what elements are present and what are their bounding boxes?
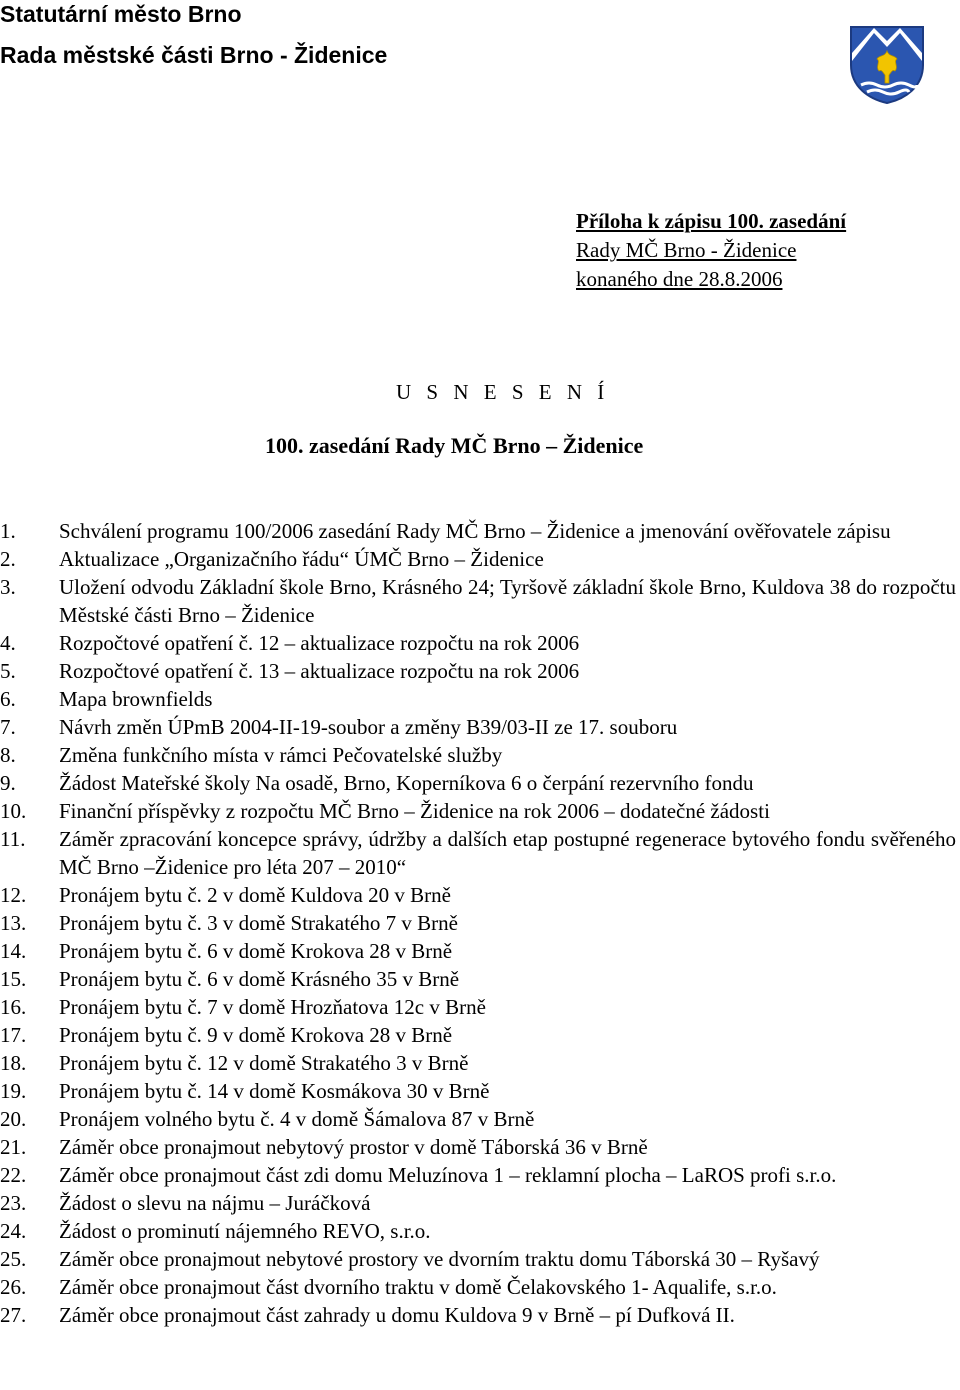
agenda-item-text: Rozpočtové opatření č. 13 – aktualizace rozpočtu na rok 2006 [59,659,580,683]
agenda-item [0,1189,960,1217]
agenda-item-number: 19. [0,1079,27,1103]
agenda-item-number: 3. [0,575,16,599]
agenda-item-text: Mapa brownfields [59,687,213,711]
agenda-item [0,825,960,881]
agenda-item-number: 15. [0,967,27,991]
agenda-item-number: 12. [0,883,27,907]
agenda-item-text: Žádost o prominutí nájemného REVO, s.r.o. [59,1219,431,1243]
agenda-item-text: Záměr obce pronajmout nebytový prostor v domě Táborská 36 v Brně [59,1135,648,1159]
agenda-list [0,517,960,1329]
agenda-item-number: 7. [0,715,16,739]
agenda-item [0,1245,960,1273]
agenda-item [0,1273,960,1301]
agenda-item-text: Záměr obce pronajmout část zdi domu Meluzínova 1 – reklamní plocha – LaROS profi s.r.o. [59,1163,837,1187]
agenda-item [0,545,960,573]
document-title: U S N E S E N Í [396,380,610,404]
agenda-item-number: 16. [0,995,27,1019]
agenda-item [0,1077,960,1105]
agenda-item [0,937,960,965]
agenda-item-text: Pronájem bytu č. 2 v domě Kuldova 20 v Brně [59,883,451,907]
agenda-item-text: Schválení programu 100/2006 zasedání Rady MČ Brno – Židenice a jmenování ověřovatele zápisu [59,519,891,543]
agenda-item-number: 14. [0,939,27,963]
agenda-item-number: 6. [0,687,16,711]
agenda-item-number: 11. [0,827,26,851]
agenda-item-number: 5. [0,659,16,683]
agenda-item-text: Rozpočtové opatření č. 12 – aktualizace rozpočtu na rok 2006 [59,631,580,655]
agenda-item-number: 18. [0,1051,27,1075]
agenda-item-text: Pronájem bytu č. 7 v domě Hrozňatova 12c v Brně [59,995,486,1019]
agenda-item-number: 4. [0,631,16,655]
agenda-item [0,1161,960,1189]
agenda-item [0,993,960,1021]
agenda-item-text: Záměr obce pronajmout část dvorního traktu v domě Čelakovského 1- Aqualife, s.r.o. [59,1275,777,1299]
agenda-item-number: 1. [0,519,16,543]
agenda-item-number: 2. [0,547,16,571]
agenda-item-text: Uložení odvodu Základní škole Brno, Krásného 24; Tyršově základní škole Brno, Kuldova 38 do rozpočtu Městské části Brno – Židenice [59,575,956,627]
agenda-item [0,629,960,657]
agenda-item-number: 20. [0,1107,27,1131]
agenda-item [0,685,960,713]
agenda-item [0,909,960,937]
agenda-item [0,1021,960,1049]
agenda-item-number: 21. [0,1135,27,1159]
agenda-item-number: 27. [0,1303,27,1327]
agenda-item [0,1217,960,1245]
agenda-item [0,1049,960,1077]
agenda-item-number: 25. [0,1247,27,1271]
agenda-item-text: Finanční příspěvky z rozpočtu MČ Brno – Židenice na rok 2006 – dodatečné žádosti [59,799,770,823]
agenda-item-text: Záměr obce pronajmout nebytové prostory ve dvorním traktu domu Táborská 30 – Ryšavý [59,1247,820,1271]
agenda-item-text: Návrh změn ÚPmB 2004-II-19-soubor a změny B39/03-II ze 17. souboru [59,715,678,739]
agenda-item-text: Pronájem bytu č. 6 v domě Krokova 28 v Brně [59,939,453,963]
agenda-item [0,1133,960,1161]
document-subtitle: 100. zasedání Rady MČ Brno – Židenice [265,433,644,458]
agenda-item-number: 23. [0,1191,27,1215]
agenda-item-number: 22. [0,1163,27,1187]
city-name-heading: Statutární město Brno [0,1,242,27]
agenda-item [0,1105,960,1133]
agenda-item [0,881,960,909]
agenda-item-text: Pronájem bytu č. 12 v domě Strakatého 3 v Brně [59,1051,469,1075]
agenda-item-number: 17. [0,1023,27,1047]
attachment-council: Rady MČ Brno - Židenice [576,238,797,262]
agenda-item-text: Pronájem bytu č. 3 v domě Strakatého 7 v Brně [59,911,458,935]
agenda-item-text: Záměr obce pronajmout část zahrady u domu Kuldova 9 v Brně – pí Dufková II. [59,1303,735,1327]
agenda-item [0,769,960,797]
agenda-item-number: 10. [0,799,27,823]
agenda-item-number: 13. [0,911,27,935]
coat-of-arms-icon [847,25,927,105]
agenda-item [0,965,960,993]
agenda-item [0,797,960,825]
attachment-label: Příloha k zápisu 100. zasedání [576,209,847,233]
agenda-item-number: 24. [0,1219,27,1243]
agenda-item [0,573,960,629]
agenda-item [0,741,960,769]
agenda-item [0,657,960,685]
agenda-item-text: Žádost o slevu na nájmu – Juráčková [59,1191,371,1215]
agenda-item [0,713,960,741]
agenda-item-text: Záměr zpracování koncepce správy, údržby a dalších etap postupné regenerace bytového fondu svěřeného MČ Brno –Židenice pro léta 207 – 2010“ [59,827,956,879]
agenda-item-text: Pronájem bytu č. 6 v domě Krásného 35 v Brně [59,967,460,991]
agenda-item-text: Změna funkčního místa v rámci Pečovatelské služby [59,743,503,767]
attachment-date: konaného dne 28.8.2006 [576,267,783,291]
agenda-item-text: Pronájem bytu č. 9 v domě Krokova 28 v Brně [59,1023,453,1047]
agenda-item-number: 8. [0,743,16,767]
agenda-item-text: Žádost Mateřské školy Na osadě, Brno, Koperníkova 6 o čerpání rezervního fondu [59,771,754,795]
agenda-item [0,1301,960,1329]
agenda-item-text: Pronájem bytu č. 14 v domě Kosmákova 30 v Brně [59,1079,490,1103]
agenda-item-number: 9. [0,771,16,795]
agenda-item-number: 26. [0,1275,27,1299]
agenda-item [0,517,960,545]
agenda-item-text: Pronájem volného bytu č. 4 v domě Šámalova 87 v Brně [59,1107,535,1131]
council-name-heading: Rada městské části Brno - Židenice [0,42,388,68]
agenda-item-text: Aktualizace „Organizačního řádu“ ÚMČ Brno – Židenice [59,547,544,571]
